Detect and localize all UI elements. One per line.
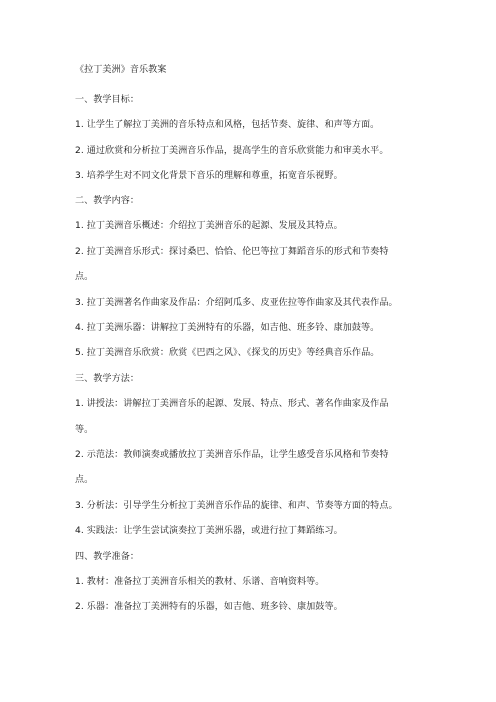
- method-item-1: 1. 讲授法：讲解拉丁美洲音乐的起源、发展、特点、形式、著名作曲家及作品: [75, 399, 389, 409]
- preparation-item-1: 1. 教材：准备拉丁美洲音乐相关的教材、乐谱、音响资料等。: [75, 577, 325, 587]
- content-item-1: 1. 拉丁美洲音乐概述：介绍拉丁美洲音乐的起源、发展及其特点。: [75, 221, 343, 231]
- objective-item-1: 1. 让学生了解拉丁美洲的音乐特点和风格，包括节奏、旋律、和声等方面。: [75, 120, 380, 130]
- method-item-3: 3. 分析法：引导学生分析拉丁美洲音乐作品的旋律、和声、节奏等方面的特点。: [75, 501, 398, 511]
- content-item-2-continued: 点。: [75, 272, 94, 282]
- objective-item-2: 2. 通过欣赏和分析拉丁美洲音乐作品，提高学生的音乐欣赏能力和审美水平。: [75, 146, 389, 156]
- section-heading-content: 二、教学内容：: [75, 196, 140, 206]
- method-item-2: 2. 示范法：教师演奏或播放拉丁美洲音乐作品，让学生感受音乐风格和节奏特: [75, 450, 389, 460]
- content-item-2: 2. 拉丁美洲音乐形式：探讨桑巴、恰恰、伦巴等拉丁舞蹈音乐的形式和节奏特: [75, 247, 389, 257]
- method-item-4: 4. 实践法：让学生尝试演奏拉丁美洲乐器，或进行拉丁舞蹈练习。: [75, 526, 343, 536]
- section-heading-objectives: 一、教学目标：: [75, 95, 140, 105]
- content-item-3: 3. 拉丁美洲著名作曲家及作品：介绍阿瓜多、皮亚佐拉等作曲家及其代表作品。: [75, 298, 398, 308]
- content-item-5: 5. 拉丁美洲音乐欣赏：欣赏《巴西之风》、《探戈的历史》等经典音乐作品。: [75, 348, 380, 358]
- method-item-1-continued: 等。: [75, 425, 94, 435]
- preparation-item-2: 2. 乐器：准备拉丁美洲特有的乐器，如吉他、班多铃、康加鼓等。: [75, 602, 343, 612]
- section-heading-preparation: 四、教学准备：: [75, 552, 140, 562]
- document-title: 《拉丁美洲》音乐教案: [75, 65, 167, 75]
- content-item-4: 4. 拉丁美洲乐器：讲解拉丁美洲特有的乐器，如吉他、班多铃、康加鼓等。: [75, 323, 380, 333]
- section-heading-methods: 三、教学方法：: [75, 374, 140, 384]
- objective-item-3: 3. 培养学生对不同文化背景下音乐的理解和尊重，拓宽音乐视野。: [75, 171, 343, 181]
- method-item-2-continued: 点。: [75, 475, 94, 485]
